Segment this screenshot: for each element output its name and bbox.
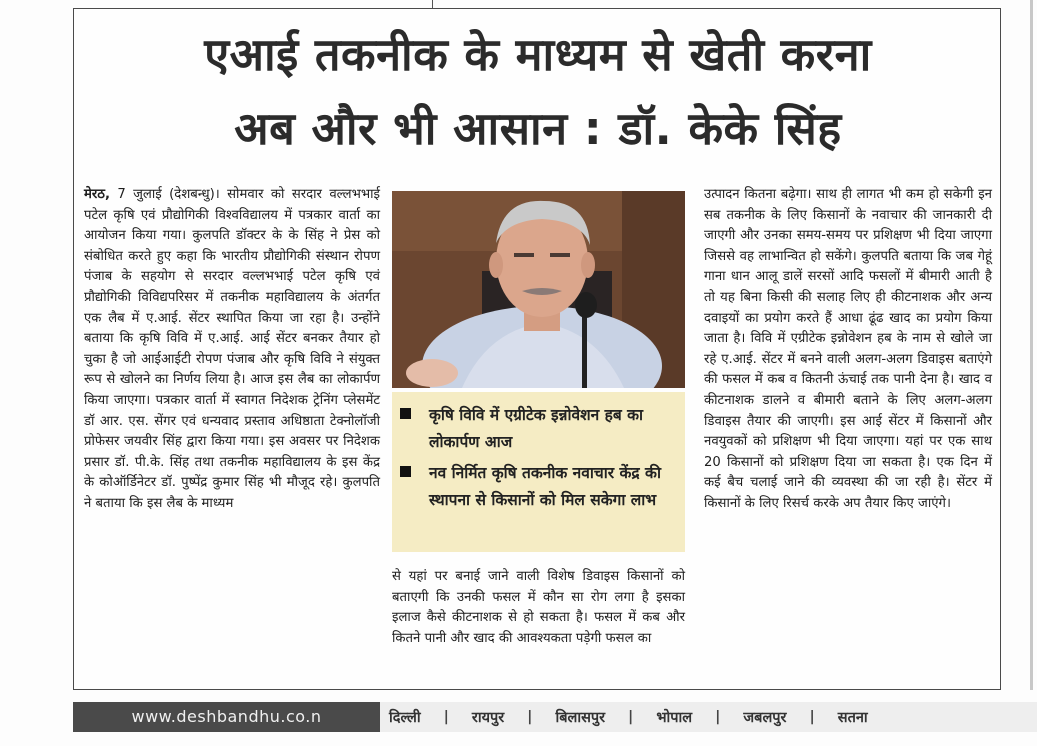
square-bullet-icon — [400, 466, 411, 477]
highlights-box — [392, 392, 685, 552]
article-column-3: उत्पादन कितना बढ़ेगा। साथ ही लागत भी कम हो सकेगी इन सब तकनीक के लिए किसानों के नवाचार की जानकारी दी जाएगी और उनका समय-समय पर प्रशिक्षण भी दिया जाएगा जिससे वह लाभान्वित हो सकेंगे। कुलपति बताया कि जब गेहूं गाना धान आलू डालें सरसों आदि फसलों में बीमारी आती है तो यह बिना किसी की सलाह लिए ही कीटनाशक और अन्य दवाइयों का प्रयोग करते हैं आधा ढूंढ खाद का प्रयोग किया जाता है। विवि में एग्रीटेक इन्नोवेशन हब के नाम से खोले जा रहे ए.आई. सेंटर में बनने वाली अलग-अलग डिवाइस बताएंगे की फसल में कब व कितनी ऊंचाई तक पानी देना है। खाद व कीटनाशक डालने व बीमारी बताने के लिए अलग-अलग डिवाइस तैयार की जाएगी। इस आई सेंटर में किसानों और नवयुवकों को प्रशिक्षण भी दिया जाएगा। यहां पर एक साथ 20 किसानों को प्रशिक्षण दिया जा सकता है। एक दिन में कई बैच चलाई जाने की व्यवस्था की जा रही है। सेंटर में किसानों के लिए रिसर्च करके अप तैयार किए जाएंगे। — [704, 187, 992, 511]
highlight-item — [400, 402, 677, 456]
right-margin-rule — [1030, 0, 1033, 690]
city-separator: | — [715, 709, 721, 725]
dateline: मेरठ, — [84, 187, 110, 202]
column-1-text: 7 जुलाई (देशबन्धु)। सोमवार को सरदार वल्लभभाई पटेल कृषि एवं प्रौद्योगिकी विश्वविद्यालय में पत्रकार वार्ता का आयोजन किया गया। कुलपति डॉक्टर के के सिंह ने प्रेस को संबोधित करते हुए कहा कि भारतीय प्रौद्योगिकी संस्थान रोपण पंजाब के सहयोग से सरदार वल्लभभाई पटेल कृषि एवं प्रौद्योगिकी विविद्यपरिसर में तकनीक महाविद्यालय के अंतर्गत एक लैब में ए.आई. सेंटर स्थापित किया जा रहा है। उन्होंने बताया कि कृषि विवि में ए.आई. आई सेंटर बनकर तैयार हो चुका है जो आईआईटी रोपण पंजाब और कृषि विवि ने संयुक्त रूप से खोलने का निर्णय लिया है। आज इस लैब का लोकार्पण किया जाएगा। पत्रकार वार्ता में स्वागत निदेशक ट्रेनिंग प्लेसमेंट डॉ आर. एस. सेंगर एवं धन्यवाद प्रस्ताव अधिष्ठाता टेक्नोलॉजी प्रोफेसर जयवीर सिंह द्वारा किया गया। इस अवसर पर निदेशक प्रसार डॉ. पी.के. सिंह तथा तकनीक महाविद्यालय के इस केंद्र के कोऑर्डिनेटर डॉ. पुष्पेंद्र कुमार सिंह भी मौजूद रहे। कुलपति ने बताया कि इस लैब के माध्यम — [84, 187, 380, 511]
city-edition-raipur: रायपुर — [471, 710, 505, 726]
square-bullet-icon — [400, 408, 411, 419]
city-editions — [380, 702, 1037, 732]
top-divider — [432, 0, 433, 8]
city-edition-delhi: दिल्ली — [389, 710, 421, 726]
speaker-photo — [392, 191, 685, 388]
city-separator: | — [809, 709, 815, 725]
city-separator: | — [443, 709, 449, 725]
city-separator: | — [628, 709, 634, 725]
highlight-text: नव निर्मित कृषि तकनीक नवाचार केंद्र की स्थापना से किसानों को मिल सकेगा लाभ — [429, 464, 661, 509]
headline-line-2: अब और भी आसान : डॉ. केके सिंह — [234, 102, 842, 155]
city-separator: | — [527, 709, 533, 725]
headline-line-1: एआई तकनीक के माध्यम से खेती करना — [204, 28, 872, 81]
highlight-text: कृषि विवि में एग्रीटेक इन्नोवेशन हब का लोकार्पण आज — [429, 406, 644, 451]
highlight-item — [400, 460, 677, 514]
footer-bar — [73, 702, 1037, 732]
city-edition-jabalpur: जबलपुर — [743, 710, 787, 726]
city-edition-bhopal: भोपाल — [656, 710, 693, 726]
city-edition-bilaspur: बिलासपुर — [555, 710, 606, 726]
city-edition-satna: सतना — [837, 710, 868, 726]
article-column-1 — [84, 185, 380, 515]
website-link[interactable]: www.deshbandhu.co.n — [73, 702, 380, 732]
article-column-2: से यहां पर बनाई जाने वाली विशेष डिवाइस किसानों को बताएगी कि उनकी फसल में कौन सा रोग लगा है इसका इलाज कैसे कीटनाशक से हो सकता है। फसल में कब और कितने पानी और खाद की आवश्यकता पड़ेगी फसल का — [392, 569, 685, 646]
speaker-photo-illustration — [392, 191, 685, 388]
news-article — [73, 8, 1001, 690]
